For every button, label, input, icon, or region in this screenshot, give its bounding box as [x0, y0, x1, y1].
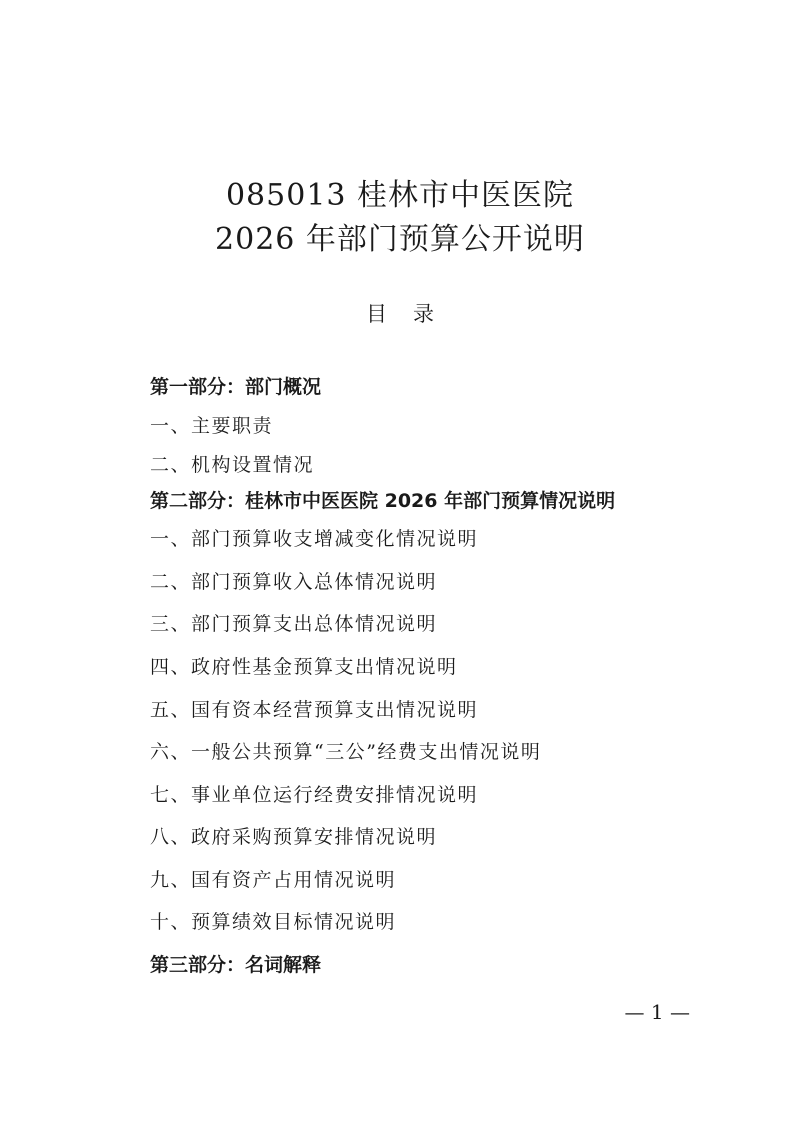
toc-item-budget-income: 二、部门预算收入总体情况说明 — [150, 571, 438, 593]
toc-item-main-duties: 一、主要职责 — [150, 415, 274, 437]
toc-item-three-public: 六、一般公共预算“三公”经费支出情况说明 — [150, 741, 542, 763]
toc-part-3: 第三部分：名词解释 — [150, 954, 322, 976]
toc-item-state-assets: 九、国有资产占用情况说明 — [150, 869, 397, 891]
document-title-line-1: 085013 桂林市中医医院 — [225, 178, 575, 213]
document-title-line-2: 2026 年部门预算公开说明 — [215, 222, 585, 257]
toc-part-1: 第一部分：部门概况 — [150, 376, 322, 398]
toc-item-budget-expenditure: 三、部门预算支出总体情况说明 — [150, 613, 438, 635]
toc-part-2: 第二部分：桂林市中医医院 2026 年部门预算情况说明 — [150, 490, 616, 512]
toc-heading: 目录 — [366, 302, 460, 326]
toc-item-government-fund: 四、政府性基金预算支出情况说明 — [150, 656, 458, 678]
toc-item-org-structure: 二、机构设置情况 — [150, 454, 315, 476]
toc-item-operating-funds: 七、事业单位运行经费安排情况说明 — [150, 784, 479, 806]
page-number: — 1 — — [624, 1000, 690, 1024]
toc-item-state-capital: 五、国有资本经营预算支出情况说明 — [150, 699, 479, 721]
toc-item-performance-goals: 十、预算绩效目标情况说明 — [150, 911, 397, 933]
toc-item-budget-changes: 一、部门预算收支增减变化情况说明 — [150, 528, 479, 550]
toc-item-procurement: 八、政府采购预算安排情况说明 — [150, 826, 438, 848]
